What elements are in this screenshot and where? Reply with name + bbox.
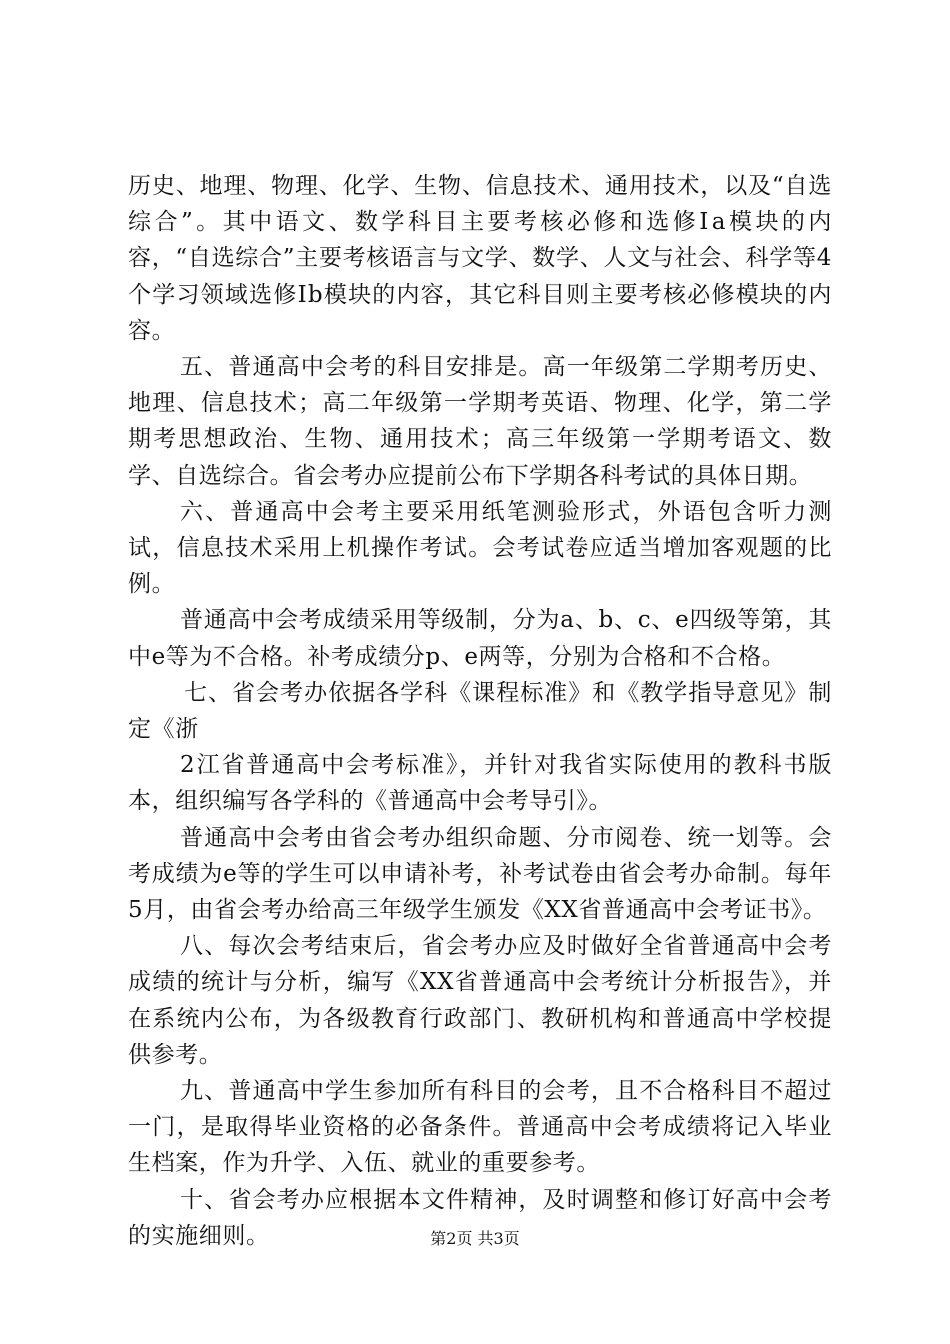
paragraph-subjects-continued: 历史、地理、物理、化学、生物、信息技术、通用技术，以及“自选综合”。其中语文、数学科目主要考核必修和选修Ⅰa模块的内容，“自选综合”主要考核语言与文学、数学、人文与社会、科学等4个学习领域选修Ⅰb模块的内容，其它科目则主要考核必修模块的内容。 bbox=[128, 173, 832, 344]
document-body bbox=[128, 168, 832, 1254]
paragraph-item-10: 十、省会考办应根据本文件精神，及时调整和修订好高中会考的实施细则。 bbox=[128, 1186, 832, 1249]
paragraph-item-7: 七、省会考办依据各学科《课程标准》和《教学指导意见》制定《浙 bbox=[128, 679, 832, 743]
paragraph-item-7-continued: 2江省普通高中会考标准》，并针对我省实际使用的教科书版本，组织编写各学科的《普通高中会考导引》。 bbox=[128, 752, 832, 815]
paragraph-item-6: 六、普通高中会考主要采用纸笔测验形式，外语包含听力测试，信息技术采用上机操作考试。会考试卷应适当增加客观题的比例。 bbox=[128, 498, 832, 598]
paragraph-exam-organization: 普通高中会考由省会考办组织命题、分市阅卷、统一划等。会考成绩为e等的学生可以申请补考，补考试卷由省会考办命制。每年5月，由省会考办给高三年级学生颁发《XX省普通高中会考证书》。 bbox=[128, 824, 832, 924]
paragraph-item-8: 八、每次会考结束后，省会考办应及时做好全省普通高中会考成绩的统计与分析，编写《XX省普通高中会考统计分析报告》，并在系统内公布，为各级教育行政部门、教研机构和普通高中学校提供参考。 bbox=[128, 933, 832, 1068]
page-footer: 第2页 共3页 bbox=[430, 1229, 520, 1248]
paragraph-grading: 普通高中会考成绩采用等级制，分为a、b、c、e四级等第，其中e等为不合格。补考成绩分p、e两等，分别为合格和不合格。 bbox=[128, 607, 832, 670]
paragraph-item-9: 九、普通高中学生参加所有科目的会考，且不合格科目不超过一门，是取得毕业资格的必备条件。普通高中会考成绩将记入毕业生档案，作为升学、入伍、就业的重要参考。 bbox=[128, 1078, 832, 1177]
paragraph-item-5: 五、普通高中会考的科目安排是。高一年级第二学期考历史、地理、信息技术；高二年级第一学期考英语、物理、化学，第二学期考思想政治、生物、通用技术；高三年级第一学期考语文、数学、自选综合。省会考办应提前公布下学期各科考试的具体日期。 bbox=[128, 354, 832, 489]
